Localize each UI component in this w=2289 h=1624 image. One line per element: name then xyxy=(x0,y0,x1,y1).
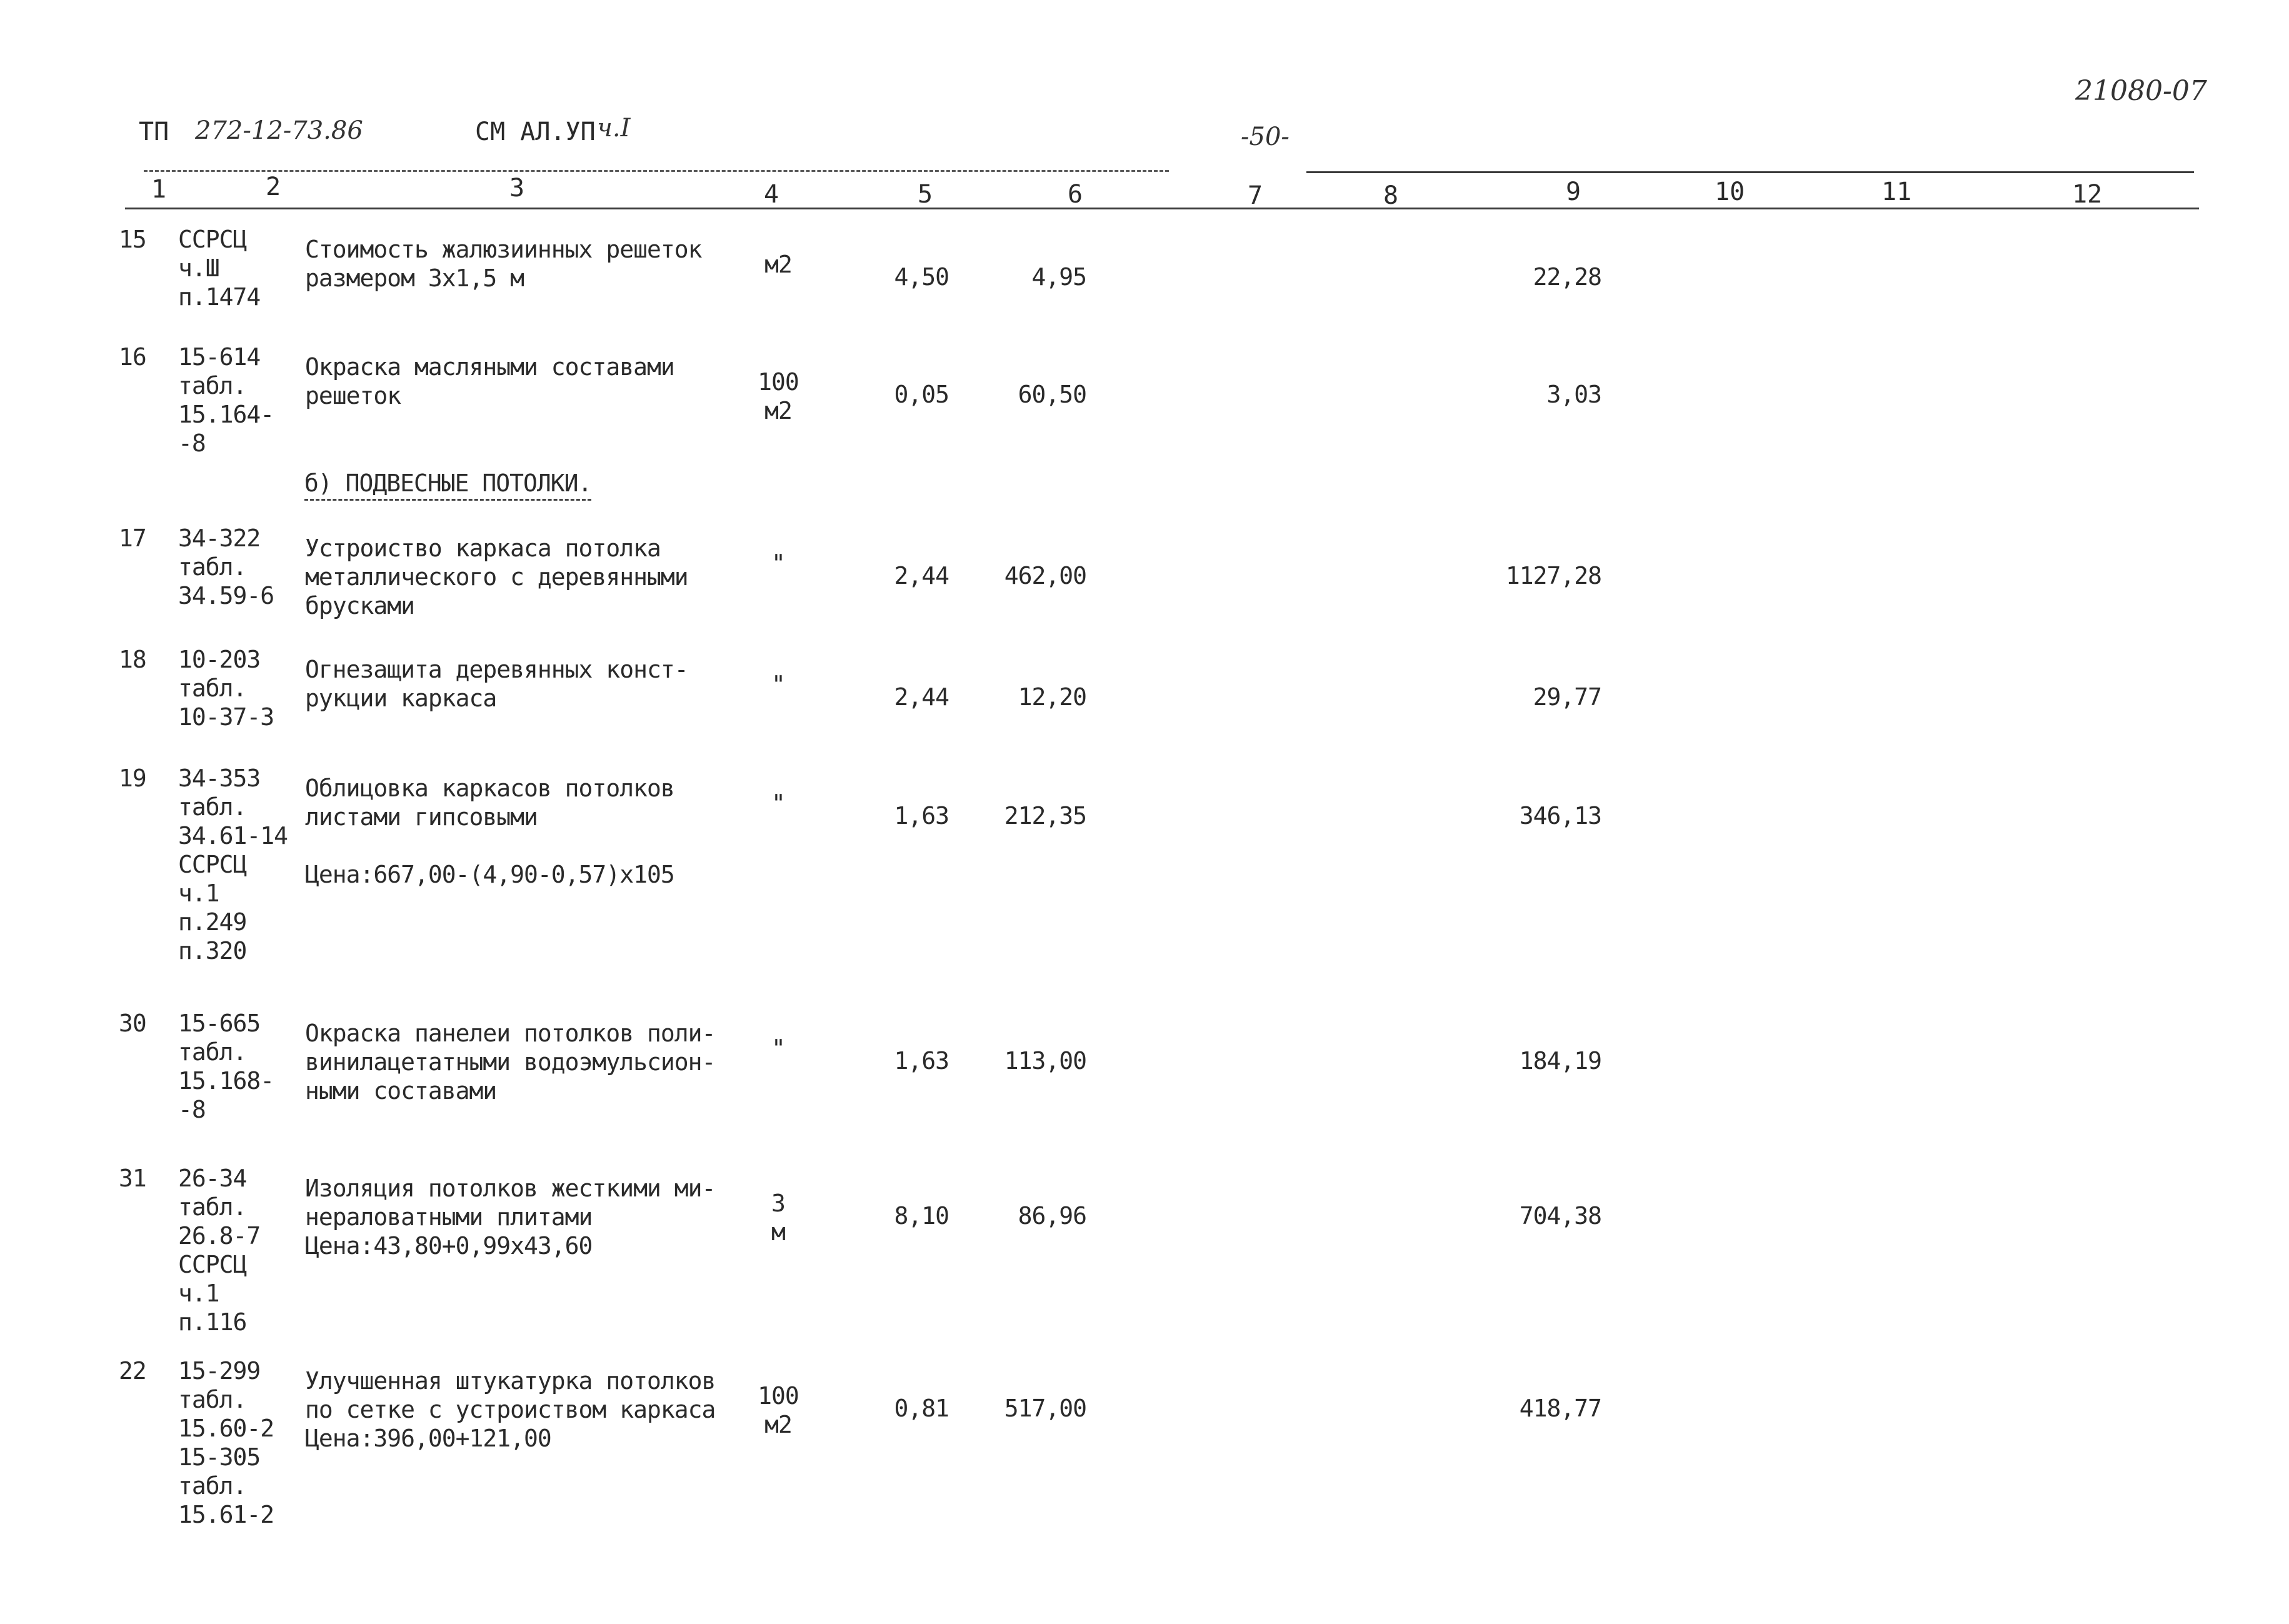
header-rule-right xyxy=(1306,171,2194,173)
doc-code-left: ТП xyxy=(139,118,169,146)
row-quantity: 4,50 xyxy=(894,263,949,291)
row-description: Огнезащита деревянных конст- рукции каркаса xyxy=(305,656,688,712)
row-quantity: 1,63 xyxy=(894,802,949,830)
row-quantity: 1,63 xyxy=(894,1047,949,1075)
row-number: 16 xyxy=(119,343,146,371)
row-unit: " xyxy=(771,789,785,817)
col-num-3: 3 xyxy=(509,174,525,203)
doc-part-hand: ч.I xyxy=(597,114,631,143)
row-code: 15-665 табл. 15.168- -8 xyxy=(178,1010,274,1123)
row-code: 26-34 табл. 26.8-7 ССРСЦ ч.1 п.116 xyxy=(178,1165,261,1336)
row-unit: " xyxy=(771,1035,785,1062)
row-description: Устроиство каркаса потолка металлического с деревянными брусками xyxy=(305,534,688,619)
row-number: 19 xyxy=(119,764,146,792)
doc-code-hand: 272-12-73.86 xyxy=(195,116,363,145)
row-unit: 100 м2 xyxy=(758,1382,799,1438)
col-num-12: 12 xyxy=(2072,180,2103,209)
row-description: Улучшенная штукатурка потолков по сетке с устроиством каркаса Цена:396,00+121,00 xyxy=(305,1367,716,1452)
row-unit: м2 xyxy=(764,251,792,278)
row-quantity: 0,05 xyxy=(894,381,949,408)
row-price: 462,00 xyxy=(1004,562,1086,589)
row-number: 17 xyxy=(119,524,146,552)
col-num-11: 11 xyxy=(1881,178,1912,206)
row-unit: 100 м2 xyxy=(758,368,799,424)
row-number: 18 xyxy=(119,646,146,673)
col-num-7: 7 xyxy=(1248,181,1263,210)
row-unit: 3 м xyxy=(771,1190,785,1246)
col-num-2: 2 xyxy=(266,173,281,201)
row-price: 12,20 xyxy=(1018,683,1086,711)
col-num-5: 5 xyxy=(918,180,933,209)
doc-see-ref: СМ АЛ.УП xyxy=(475,118,596,146)
row-total: 346,13 xyxy=(1519,802,1601,830)
row-quantity: 2,44 xyxy=(894,683,949,711)
row-number: 22 xyxy=(119,1357,146,1385)
row-price: 60,50 xyxy=(1018,381,1086,408)
page-number: -50- xyxy=(1241,123,1290,151)
row-description: Изоляция потолков жесткими ми- нераловатными плитами Цена:43,80+0,99х43,60 xyxy=(305,1175,716,1260)
row-quantity: 0,81 xyxy=(894,1395,949,1422)
row-total: 184,19 xyxy=(1519,1047,1601,1075)
row-code: ССРСЦ ч.Ш п.1474 xyxy=(178,226,261,311)
row-unit: " xyxy=(771,549,785,577)
row-code: 15-299 табл. 15.60-2 15-305 табл. 15.61-2 xyxy=(178,1357,274,1528)
row-total: 22,28 xyxy=(1533,263,1601,291)
row-code: 34-322 табл. 34.59-6 xyxy=(178,524,274,609)
row-description: Окраска панелеи потолков поли- винилацетатными водоэмульсион- ными составами xyxy=(305,1020,716,1105)
row-description: Окраска масляными составами решеток xyxy=(305,353,674,409)
col-num-4: 4 xyxy=(764,180,779,209)
row-price: 212,35 xyxy=(1004,802,1086,830)
row-quantity: 2,44 xyxy=(894,562,949,589)
row-total: 1127,28 xyxy=(1505,562,1601,589)
section-heading: б) ПОДВЕСНЫЕ ПОТОЛКИ. xyxy=(304,469,591,501)
col-num-10: 10 xyxy=(1715,178,1745,206)
row-code: 34-353 табл. 34.61-14 ССРСЦ ч.1 п.249 п.320 xyxy=(178,764,288,965)
row-description: Стоимость жалюзиинных решеток размером 3х1,5 м xyxy=(305,236,702,292)
col-num-1: 1 xyxy=(151,175,167,204)
row-number: 31 xyxy=(119,1165,146,1192)
row-total: 3,03 xyxy=(1546,381,1601,408)
row-number: 15 xyxy=(119,226,146,253)
doc-stamp: 21080-07 xyxy=(2075,75,2207,107)
row-unit: " xyxy=(771,671,785,698)
col-num-9: 9 xyxy=(1566,178,1581,206)
header-rule-left xyxy=(144,170,1169,172)
row-price: 86,96 xyxy=(1018,1202,1086,1230)
row-quantity: 8,10 xyxy=(894,1202,949,1230)
row-price: 4,95 xyxy=(1031,263,1086,291)
row-code: 10-203 табл. 10-37-3 xyxy=(178,646,274,731)
row-total: 29,77 xyxy=(1533,683,1601,711)
row-price: 517,00 xyxy=(1004,1395,1086,1422)
col-num-8: 8 xyxy=(1383,181,1399,210)
row-price: 113,00 xyxy=(1004,1047,1086,1075)
row-total: 704,38 xyxy=(1519,1202,1601,1230)
row-description: Облицовка каркасов потолков листами гипсовыми Цена:667,00-(4,90-0,57)х105 xyxy=(305,774,674,888)
col-num-6: 6 xyxy=(1068,180,1083,209)
row-code: 15-614 табл. 15.164- -8 xyxy=(178,343,274,457)
row-number: 30 xyxy=(119,1010,146,1037)
row-total: 418,77 xyxy=(1519,1395,1601,1422)
column-rule xyxy=(125,208,2199,209)
